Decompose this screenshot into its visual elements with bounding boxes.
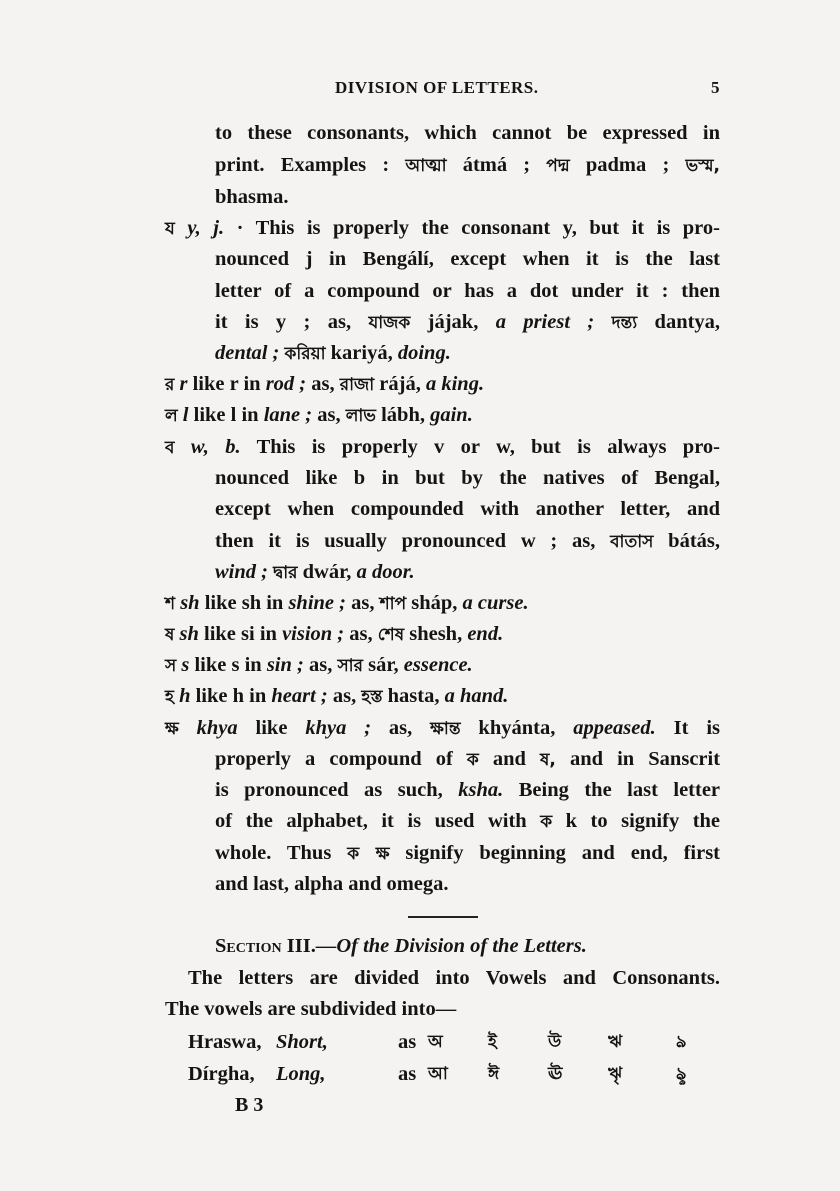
running-title: DIVISION OF LETTERS. <box>335 78 539 97</box>
text-line: whole. Thus ক ক্ষ signify beginning and end, first <box>215 842 720 864</box>
vowel-letter: ঈ <box>488 1064 500 1084</box>
vowel-letter: আ <box>428 1064 448 1084</box>
text-line: and last, alpha and omega. <box>215 873 449 895</box>
entry-s: স s like s in sin ; as, সার sár, essence. <box>165 654 473 676</box>
vowel-letter: ঋ <box>608 1032 623 1052</box>
text-line: is pronounced as such, ksha. Being the last letter <box>215 779 721 801</box>
vowel-letter: অ <box>428 1032 443 1052</box>
section-divider <box>408 916 478 918</box>
text-line: properly a compound of ক and ষ, and in Sanscrit <box>215 748 721 770</box>
row-as: as <box>398 1031 417 1053</box>
vowel-letter: ৠ <box>608 1064 623 1084</box>
text-line: wind ; দ্বার dwár, a door. <box>215 561 415 583</box>
text-line: nounced j in Bengálí, except when it is the last <box>215 248 720 270</box>
text-line: except when compounded with another letter, and <box>215 498 720 520</box>
row-label: Hraswa, <box>188 1031 262 1053</box>
vowel-letter: ঊ <box>548 1064 563 1084</box>
text-line: then it is usually pronounced w ; as, বাতাস bátás, <box>215 530 721 552</box>
row-label-italic: Long, <box>276 1063 326 1085</box>
entry-shh: ষ sh like si in vision ; as, শেষ shesh, end. <box>165 623 504 645</box>
text-line: it is y ; as, যাজক jájak, a priest ; দন্ত্য dantya, <box>215 311 721 333</box>
row-as: as <box>398 1063 417 1085</box>
section-heading: Section III.—Of the Division of the Letters. <box>215 935 587 957</box>
row-label: Dírgha, <box>188 1063 255 1085</box>
vowel-letter: উ <box>548 1032 562 1052</box>
entry-sh: শ sh like sh in shine ; as, শাপ sháp, a curse. <box>165 592 529 614</box>
row-label-italic: Short, <box>276 1031 328 1053</box>
text-line: The vowels are subdivided into— <box>165 998 457 1020</box>
text-line: of the alphabet, it is used with ক k to signify the <box>215 810 721 832</box>
entry-w: ব w, b. This is properly v or w, but is always pro- <box>165 436 721 458</box>
vowel-letter: ঌ <box>676 1032 687 1052</box>
entry-y: য y, j. · This is properly the consonant y, but it is pro- <box>165 217 720 239</box>
text-line: bhasma. <box>215 186 289 208</box>
text-line: dental ; করিয়া kariyá, doing. <box>215 342 451 364</box>
entry-l: ল l like l in lane ; as, লাভ lábh, gain. <box>165 404 473 426</box>
entry-r: র r like r in rod ; as, রাজা rájá, a king. <box>165 373 485 395</box>
text-line: to these consonants, which cannot be expressed in <box>215 122 720 144</box>
page-number: 5 <box>711 78 720 97</box>
signature-mark: B 3 <box>235 1094 264 1116</box>
text-line: letter of a compound or has a dot under it : then <box>215 280 720 302</box>
entry-h: হ h like h in heart ; as, হস্ত hasta, a hand. <box>165 685 509 707</box>
page-header <box>160 78 720 102</box>
text-line: The letters are divided into Vowels and Consonants. <box>188 967 720 989</box>
entry-khya: ক্ষ khya like khya ; as, ক্ষান্ত khyánta, appeased. It is <box>165 717 720 739</box>
vowel-letter: ই <box>488 1032 497 1052</box>
text-line: print. Examples : আত্মা átmá ; পদ্ম padma ; ভস্ম, <box>215 154 720 176</box>
vowel-letter: ৡ <box>676 1064 687 1084</box>
text-line: nounced like b in but by the natives of Bengal, <box>215 467 720 489</box>
